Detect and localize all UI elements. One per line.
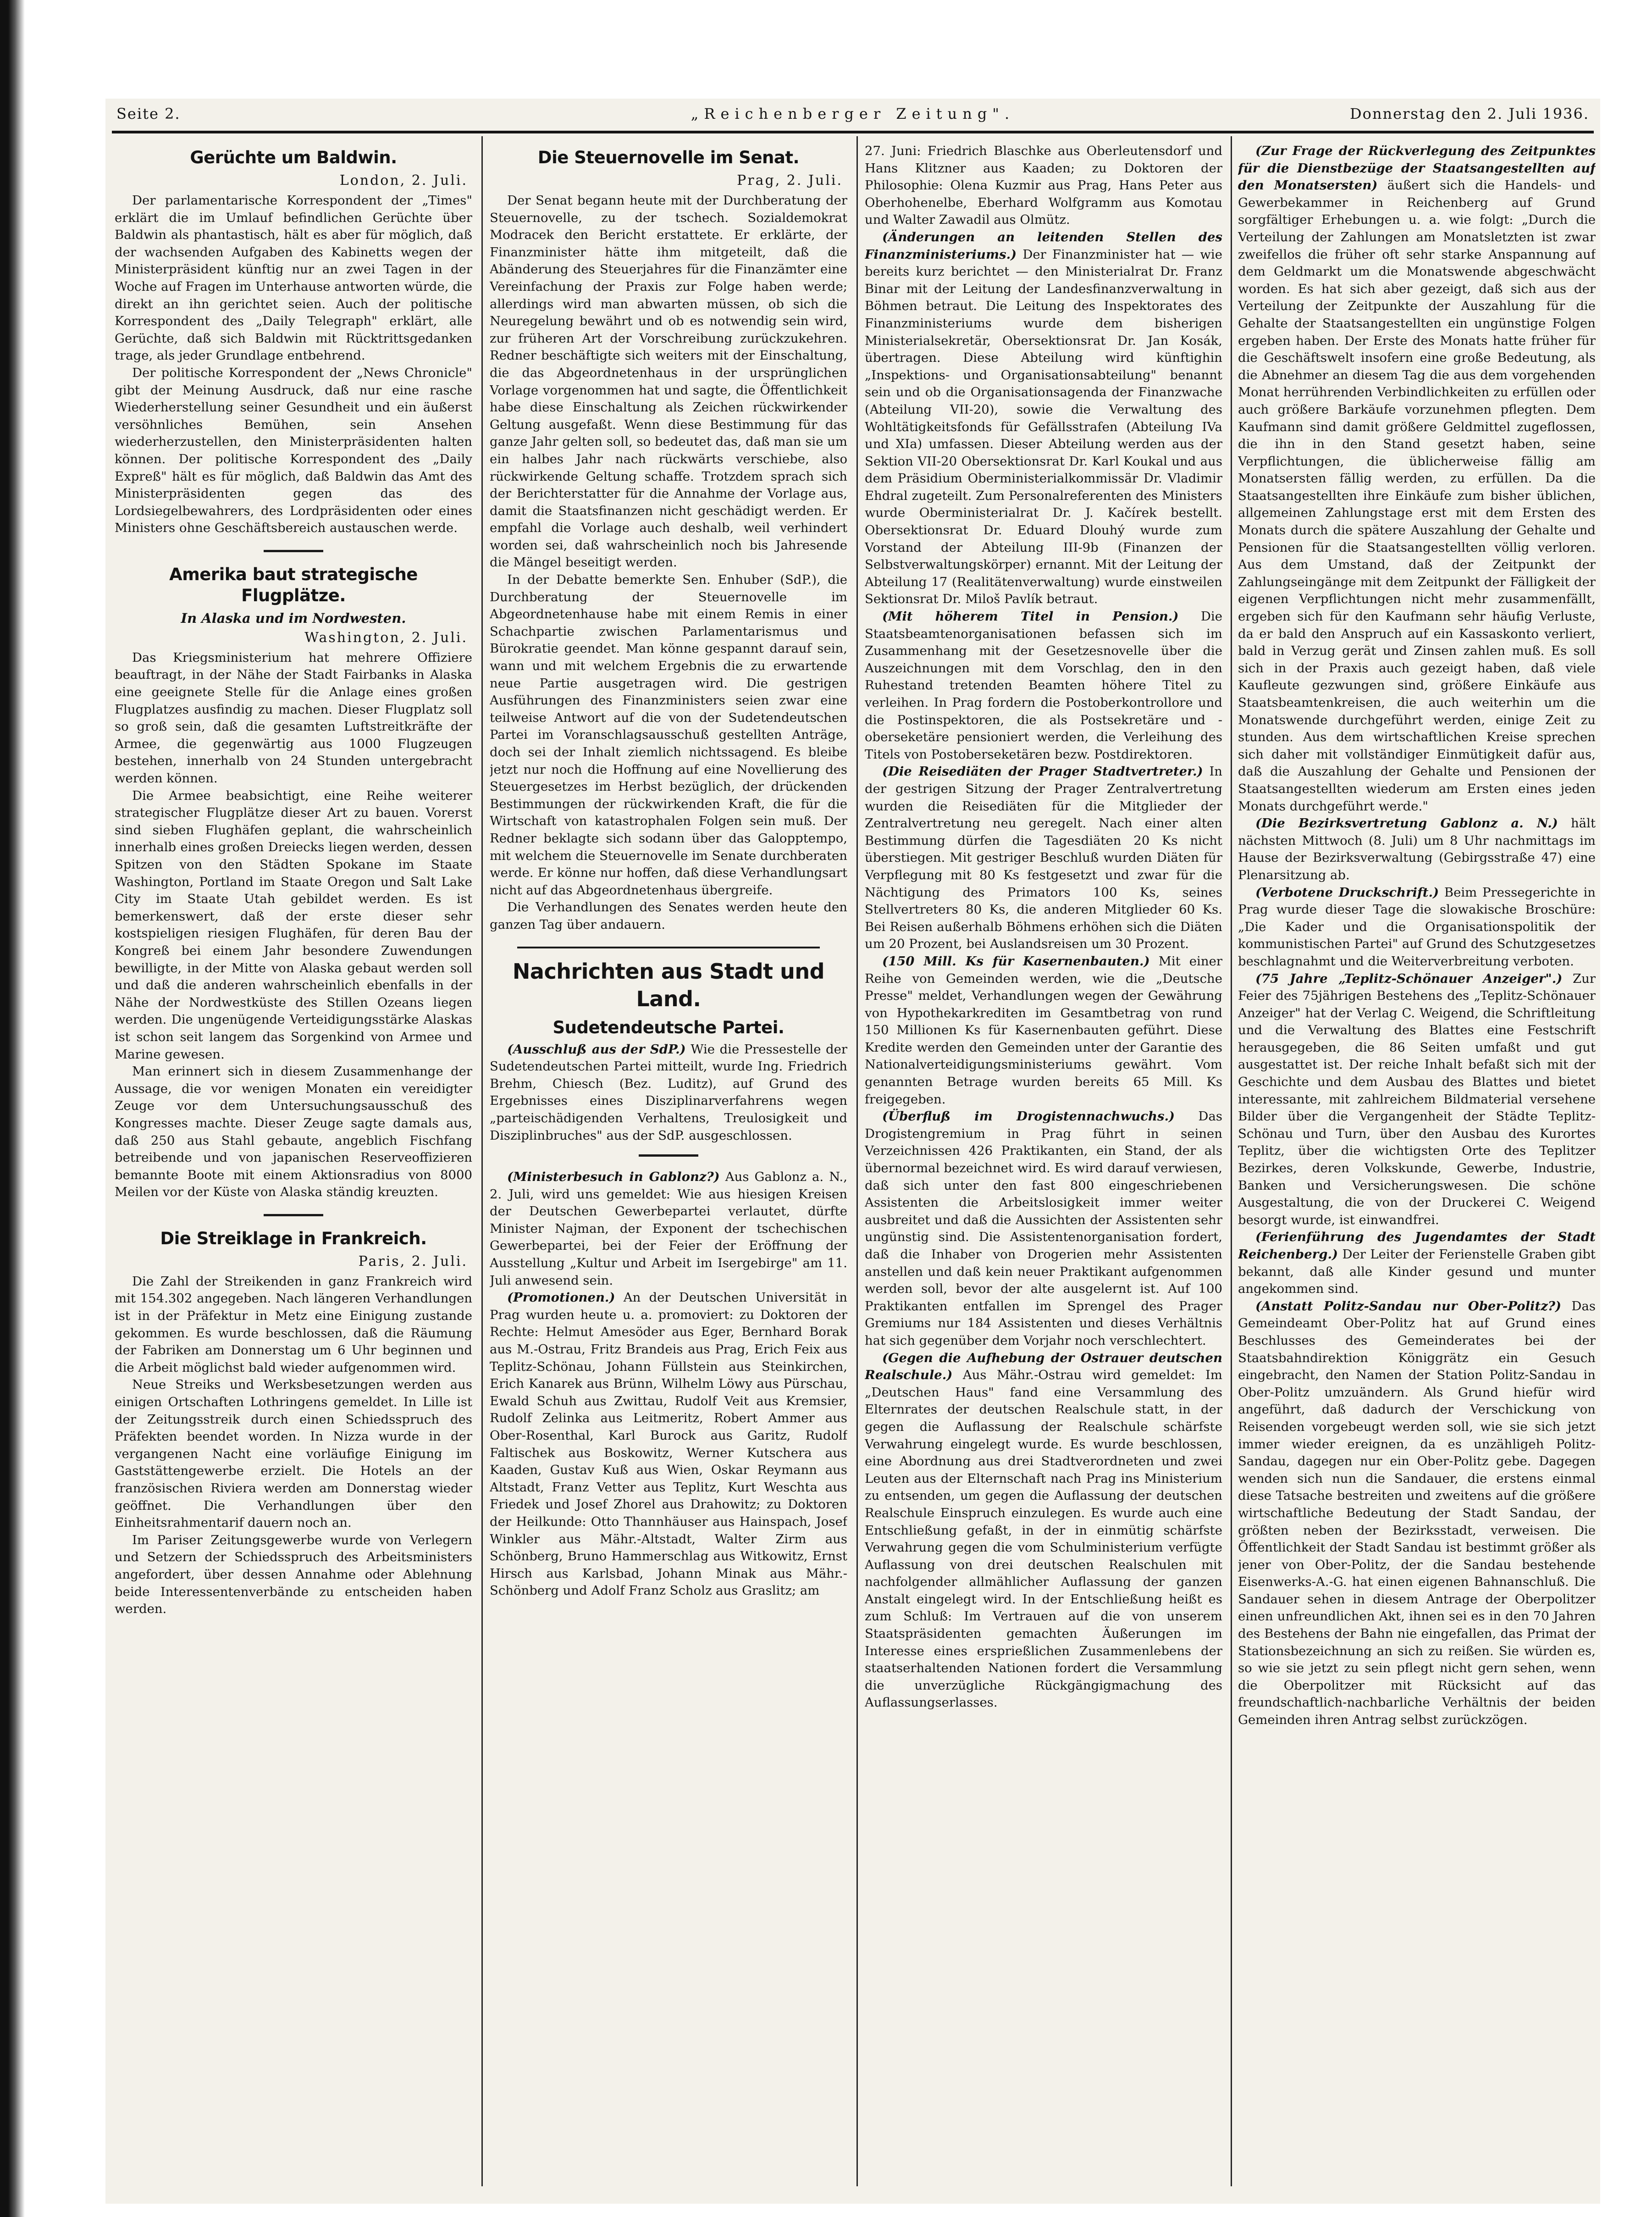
- header-rule: [112, 131, 1594, 133]
- subheadline: In Alaska und im Nordwesten.: [181, 610, 406, 626]
- column-4: [1238, 143, 1596, 2188]
- page-number: Seite 2.: [116, 105, 181, 122]
- column-rule: [856, 136, 858, 2186]
- item-lead: (Die Reisediäten der Prager Stadtvertreter.): [882, 764, 1203, 779]
- article-airfields: [115, 564, 472, 1201]
- news-item: [1238, 1298, 1596, 1729]
- headline: Gerüchte um Baldwin.: [190, 148, 397, 167]
- column-1: [115, 143, 472, 2188]
- local-news-continued: [865, 143, 1222, 1712]
- news-item: [1238, 970, 1596, 1229]
- dateline: London, 2. Juli.: [339, 172, 468, 188]
- news-item: [865, 953, 1222, 1108]
- item-text: Mit einer Reihe von Gemeinden werden, wie die „Deutsche Presse" meldet, Verhandlungen wegen der Gewährung von Hypothekarkrediten im Gesamtbetrag von rund 150 Millionen Ks für Kasernenbauten geführt. Diese Kredite werden den Gemeinden unter der Garantie des Nationalverteidigungsministeriums gewährt. Vom genannten Betrage wurden bereits 65 Mill. Ks freigegeben.: [865, 953, 1222, 1107]
- paragraph: Der politische Korrespondent der „News Chronicle" gibt der Meinung Ausdruck, daß nur eine rasche Wiederherstellung seiner Gesundheit und ein äußerst versöhnliches Bemühen, sein Ansehen wiederherzustellen, den Ministerpräsidenten halten können. Der politische Korrespondent des „Daily Expreß" hält es für möglich, daß Baldwin das Amt des Ministerpräsidenten gegen das des Lordsiegelbewahrers, des Lordpräsidenten oder eines Ministers ohne Geschäftsbereich austauschen werde.: [115, 365, 472, 536]
- paragraph: Man erinnert sich in diesem Zusammenhange der Aussage, die vor wenigen Monaten ein vereidigter Zeuge vor dem Untersuchungsausschuß des Kongresses machte. Dieser Zeuge sagte damals aus, daß 250 aus Stahl gebaute, angeblich Fischfang betreibende und von japanischen Reserveoffizieren bemannte Boote mit einem Aktionsradius von 8000 Meilen vor der Küste von Alaska ständig kreuzten.: [115, 1064, 472, 1200]
- item-text: Aus Gablonz a. N., 2. Juli, wird uns gemeldet: Wie aus hiesigen Kreisen der Deutschen Gewerbepartei verlautet, dürfte Minister Najman, der Exponent der tschechischen Gewerbepartei, bei der Feier der Eröffnung der Ausstellung „Kultur und Arbeit im Isergebirge" am 11. Juli anwesend sein.: [490, 1169, 847, 1288]
- column-2: [490, 143, 847, 2188]
- section-rule: [517, 947, 820, 948]
- paragraph: Die Armee beabsichtigt, eine Reihe weiterer strategischer Flugplätze dieser Art zu bauen. Vorerst sind sieben Flughäfen geplant, die wahrscheinlich innerhalb eines großen Dreiecks liegen werden, dessen Spitzen von den Städten Spokane im Staate Washington, Portland im Staate Oregon und Salt Lake City im Staate Utah gebildet werden. Es ist bemerkenswert, daß der erste dieser sehr kostspieligen riesigen Flughäfen, für deren Bau der Kongreß bei einem Jahr besondere Zuwendungen bewilligte, in der Mitte von Alaska gebaut werden soll und daß die anderen wahrscheinlich ebenfalls in der Nähe der Nordwestküste des Stillen Ozeans liegen werden. Die ungenügende Verteidigungsstärke Alaskas ist schon seit langem das Sorgenkind von Armee und Marine gewesen.: [115, 788, 472, 1062]
- item-lead: (Überfluß im Drogistennachwuchs.): [882, 1109, 1175, 1124]
- section-local-news: [490, 958, 847, 1600]
- issue-date: Donnerstag den 2. Juli 1936.: [1350, 105, 1589, 122]
- item-lead: (150 Mill. Ks für Kasernenbauten.): [882, 953, 1150, 969]
- item-text: Wie die Pressestelle der Sudetendeutschen Partei mitteilt, wurde Ing. Friedrich Brehm, Chiesch (Bez. Luditz), auf Grund des Ergebnisses eines Disziplinarverfahrens wegen „parteischädigenden Verhaltens, Treulosigkeit und Disziplinbruches" aus der SdP. ausgeschlossen.: [490, 1042, 847, 1143]
- item-lead: (Ausschluß aus der SdP.): [507, 1042, 686, 1057]
- scan-border: [0, 0, 25, 2217]
- paragraph: 27. Juni: Friedrich Blaschke aus Oberleutensdorf und Hans Klitzner aus Kaaden; zu Doktoren der Philosophie: Olena Kuzmir aus Prag, Hans Peter aus Oberhohenelbe, Eberhard Wolfgramm aus Komotau und Walter Zawadil aus Olmütz.: [865, 144, 1222, 227]
- page-header: [105, 99, 1600, 129]
- newspaper-title: „Reichenberger Zeitung".: [691, 105, 1015, 122]
- item-text: Zur Feier des 75jährigen Bestehens des „Teplitz-Schönauer Anzeiger" hat der Verlag C. Weigend, die Schriftleitung und die Verwaltung des Blattes eine Festschrift herausgegeben, die 86 Seiten umfaßt und gut ausgestattet ist. Der reiche Inhalt befaßt sich mit der Geschichte und dem Ausbau des Blattes und bietet interessante, mit zahlreichem Bildmaterial versehene Bilder über die Vergangenheit der Städte Teplitz-Schönau und Turn, über den Ausbau des Kurortes Teplitz, über die wichtigsten Orte des Teplitzer Bezirkes, deren Volkskunde, Gewerbe, Industrie, Banken und Versicherungswesen. Die schöne Ausgestaltung, die von der Druckerei C. Weigend besorgt wurde, ist einwandfrei.: [1238, 971, 1596, 1227]
- local-news-column-4: [1238, 143, 1596, 1729]
- paragraph: Der parlamentarische Korrespondent der „Times" erklärt die im Umlauf befindlichen Gerüchte über Baldwin als phantastisch, hält es aber für möglich, daß der wachsenden Aufgaben des Kabinetts wegen der Ministerpräsident künftig nur an zwei Tagen in der Woche auf Fragen im Unterhause antworten würde, die direkt an ihn gerichtet seien. Auch der politische Korrespondent des „Daily Telegraph" erklärt, alle Gerüchte, daß sich Baldwin mit Rücktrittsgedanken trage, als jeder Grundlage entbehrend.: [115, 193, 472, 363]
- paragraph: Die Verhandlungen des Senates werden heute den ganzen Tag über andauern.: [490, 900, 847, 932]
- item-lead: (Ferienführung des Jugendamtes der Stadt Reichenberg.): [1238, 1230, 1596, 1262]
- column-3: [865, 143, 1222, 2188]
- news-item: [1238, 1229, 1596, 1297]
- headline: Amerika baut strategische Flugplätze.: [169, 564, 418, 605]
- paragraph: Der Senat begann heute mit der Durchberatung der Steuernovelle, zu der tschech. Sozialdemokrat Modracek den Bericht erstattete. Er erklärte, der Finanzminister hätte ihm mitgeteilt, daß die Abänderung des Steuerjahres für die Finanzämter eine Vereinfachung der Praxis zur Folge haben werde; allerdings wird man abwarten müssen, ob sich die Neuregelung bewährt und ob es notwendig sein wird, zur früheren Art der Vorschreibung zurückzukehren. Redner beschäftigte sich weiters mit der Einschaltung, die das Abgeordnetenhaus in der ursprünglichen Vorlage vorgenommen hat und sagte, die Öffentlichkeit habe diese Einschaltung als Zeichen rückwirkender Geltung ausgefaßt. Wenn diese Bestimmung für das ganze Jahr gelten soll, so bedeutet das, daß man sie um ein halbes Jahr nach rückwärts verschiebe, also rückwirkende Geltung schaffe. Trotzdem sprach sich der Berichterstatter für die Annahme der Vorlage aus, damit die Staatsfinanzen nicht geschädigt werden. Er empfahl die Vorlage auch deshalb, weil verhindert worden sei, daß wahrscheinlich noch bis Jahresende die Mängel beseitigt werden.: [490, 193, 847, 570]
- paragraph: Die Zahl der Streikenden in ganz Frankreich wird mit 154.302 angegeben. Nach längeren Verhandlungen ist in der Präfektur in Metz eine Einigung zustande gekommen. Es wurde beschlossen, daß die Räumung der Fabriken am Donnerstag um 6 Uhr beginnen und die Arbeit möglichst bald wieder aufgenommen wird.: [115, 1274, 472, 1375]
- item-text: äußert sich die Handels- und Gewerbekammer in Reichenberg auf Grund sorgfältiger Erhebungen u. a. wie folgt: „Durch die Verteilung der Zahlungen am Monatsletzten ist zwar zweifellos die früher oft sehr starke Anspannung auf dem Geldmarkt um die Monatswende abgeschwächt worden. Es hat sich aber gezeigt, daß sich aus der Verteilung der Zeitpunkte der Auszahlung für die Gehalte der Staatsangestellten ein ungünstige Folgen ergeben haben. Der Erste des Monats hatte früher für die Geschäftswelt insofern eine große Bedeutung, als die Abnehmer an diesem Tag die aus dem vorgehenden Monat herrührenden Verbindlichkeiten zu erfüllen oder auch größere Barkäufe vorzunehmen pflegten. Dem Kaufmann sind damit größere Geldmittel zugeflossen, die ihn in den Stand gesetzt haben, seine Verpflichtungen, die üblicherweise fällig am Monatsersten fällig werden, zu erfüllen. Da die Staatsangestellten ihre Einkäufe zum bisher üblichen, allgemeinen Zahlungstage erst mit dem Ersten des Monats durch die spätere Auszahlung der Gehalte und Pensionen für die Staatsangestellten völlig verloren. Aus dem Umstand, daß der Zeitpunkt der Zahlungseingänge mit dem Zeitpunkt der Fälligkeit der eigenen Verpflichtungen nicht mehr zusammenfällt, ergeben sich für den Kaufmann sehr häufig Verluste, da er bald den Anspruch auf ein Kassaskonto verliert, bald in Verzug gerät und Zinsen zahlen muß. Es soll sich in der Praxis auch gezeigt haben, daß viele Kaufleute gezwungen sind, größere Einkäufe aus Staatsbeamtenkreisen, die auch weiterhin um die Monatswende durchgeführt werden, einige Zeit zu stunden. Aus dem wirtschaftlichen Kreise sprechen sich daher mit vollständiger Einmütigkeit dafür aus, daß die Auszahlung der Gehalte und Pensionen der Staatsangestellten wiederum am Ersten eines jeden Monats durchgeführt werde.": [1238, 178, 1596, 814]
- paragraph: Neue Streiks und Werksbesetzungen werden aus einigen Ortschaften Lothringens gemeldet. In Lille ist der Zeitungsstreik durch einen Schiedsspruch des Präfekten beendet worden. In Nizza wurde in der vergangenen Nacht eine vorläufige Einigung im Gaststättengewerbe erzielt. Die Hotels an der französischen Riviera werden am Donnerstag wieder geöffnet. Die Verhandlungen über den Einheitsrahmentarif dauern noch an.: [115, 1377, 472, 1530]
- news-item: [865, 229, 1222, 608]
- paragraph: In der Debatte bemerkte Sen. Enhuber (SdP.), die Durchberatung der Steuernovelle im Abgeordnetenhause habe mit einem Remis in einer Schachpartie zwischen Parlamentarismus und Bürokratie geendet. Man könne gespannt darauf sein, wann und mit welchem Ergebnis die zu erwartende neue Partie ausgetragen wird. Die gestrigen Ausführungen des Finanzministers seien zwar eine teilweise Antwort auf die von der Sudetendeutschen Partei im Voranschlagsausschuß gestellten Anträge, doch sei der Inhalt ziemlich nichtssagend. Es bleibe jetzt nur noch die Hoffnung auf eine Novellierung des Steuergesetzes im Herbst bezüglich, der drückenden Bestimmungen der rückwirkenden Kraft, die für die Wirtschaft von katastrophalen Folgen sein muß. Der Redner beklagte sich sodann über das Galopptempo, mit welchem die Steuernovelle im Senate durchberaten werde. Er könne nur hoffen, daß diese Verhandlungsart nicht auf das Abgeordnetenhaus übergreife.: [490, 572, 847, 898]
- item-text: Der Finanzminister hat — wie bereits kurz berichtet — den Ministerialrat Dr. Franz Binar mit der Leitung der Landesfinanzverwaltung in Böhmen betraut. Die Leitung des Inspektorates des Finanzministeriums wurde dem bisherigen Ministerialsekretär, Obersektionsrat Dr. Jan Kosák, übertragen. Diese Abteilung wird künftighin „Inspektions- und Organisationsabteilung" benannt sein und ob die Organisationsagenda der Finanzwache (Abteilung VII-20), sowie die Verwaltung des Wohltätigkeitsfonds für Gefällsstrafen (Abteilung IVa und XIa) umfassen. Dieser Abteilung werden aus der Sektion VII-20 Obersektionsrat Dr. Karl Koukal und aus dem Präsidium Oberministerialkommissär Dr. Vladimir Ehdral zugeteilt. Zum Personalreferenten des Ministers wurde Oberministerialrat Dr. J. Kačírek bestellt. Obersektionsrat Dr. Eduard Dlouhý wurde zum Vorstand der Abteilung III-9b (Finanzen der Selbstverwaltungskörper) ernannt. Mit der Leitung der Abteilung 17 (Realitätenverwaltung) wurde einstweilen Sektionsrat Dr. Miloš Pavlík betraut.: [865, 247, 1222, 607]
- item-text: Das Gemeindeamt Ober-Politz hat auf Grund eines Beschlusses des Gemeinderates bei der Staatsbahndirektion Königgrätz ein Gesuch eingebracht, den Namen der Station Politz-Sandau in Ober-Politz umzuändern. Als Grund hiefür wird angeführt, daß dadurch der Verschickung von Reisenden vorgebeugt werden soll, wie sie sich jetzt immer wieder ereignen, da es unzähligeh Politz-Sandau, dagegen nur ein Ober-Politz gebe. Dagegen wenden sich nun die Sandauer, die erstens einmal diese Tatsache bestreiten und zweitens auf die größere wirtschaftliche Bedeutung der Stadt Sandau, der größten neben der Bezirksstadt, verweisen. Die Öffentlichkeit der Stadt Sandau ist bestimmt größer als jener von Ober-Politz, der die Sandau bestehende Eisenwerks-A.-G. hat einen eigenen Bahnanschluß. Die Sandauer sehen in diesem Antrage der Oberpolitzer einen unfreundlichen Akt, ihnen sei es in den 70 Jahren des Bestehens der Bahn nie eingefallen, das Primat der Stationsbezeichnung an sich zu reißen. Sie würden es, so wie sie jetzt zu sein pflegt nicht gern sehen, wenn die Oberpolitzer mit Rücksicht auf das freundschaftlich-nachbarliche Verhältnis der beiden Gemeinden ihren Antrag selbst zurückzögen.: [1238, 1298, 1596, 1728]
- news-item: [1238, 143, 1596, 815]
- item-lead: (Ministerbesuch in Gablonz?): [507, 1169, 720, 1185]
- headline: Die Streiklage in Frankreich.: [160, 1228, 427, 1248]
- item-lead: (Promotionen.): [507, 1290, 615, 1305]
- item-text: In der gestrigen Sitzung der Prager Zentralvertretung wurden die Reisediäten für die Mitglieder der Zentralvertretung neu geregelt. Nach einer alten Bestimmung dürfen die Tagesdiäten 20 Ks nicht überstiegen. Mit gestriger Beschluß wurden Diäten für Verpflegung mit 80 Ks festgesetzt und zwar für die Nächtigung des Primators 100 Ks, seines Stellvertreters 80 Ks, die anderen Mitglieder 60 Ks. Bei Reisen außerhalb Böhmens erhöhen sich die Diäten um 20 Prozent, bei Auslandsreisen um 30 Prozent.: [865, 764, 1222, 952]
- separator: [264, 550, 323, 552]
- dateline: Prag, 2. Juli.: [737, 172, 843, 188]
- item-text: Das Drogistengremium in Prag führt in seinen Verzeichnissen 426 Praktikanten, ein Stand, der als übernormal bezeichnet wird. Es wird darauf verwiesen, daß sich unter den fast 800 eingeschriebenen Assistenten die Arbeitslosigkeit immer weiter ausbreitet und daß die Aussichten der Assistenten sehr ungünstig sind. Die Assistentenorganisation fordert, daß die Inhaber von Drogerien mehr Assistenten anstellen und daß kein neuer Praktikant aufgenommen werden soll, bevor der alte ausgelernt ist. Auf 100 Praktikanten entfallen im Sprengel des Prager Gremiums nur 184 Assistenten und dieses Verhältnis hat sich gegenüber dem Vorjahr noch verschlechtert.: [865, 1109, 1222, 1348]
- column-rule: [1231, 136, 1232, 2186]
- item-lead: (Gegen die Aufhebung der Ostrauer deutschen Realschule.): [865, 1350, 1222, 1383]
- item-text: Aus Mähr.-Ostrau wird gemeldet: Im „Deutschen Haus" fand eine Versammlung des Elternrates der deutschen Realschule statt, in der gegen die Auflassung der Realschule schärfste Verwahrung eingelegt wurde. Es wurde beschlossen, eine Abordnung aus drei Stadtverordneten und zwei Leuten aus der Elternschaft nach Prag ins Ministerium zu entsenden, um gegen die Auflassung der deutschen Realschule Einspruch einzulegen. Es wurde auch eine Entschließung gefaßt, in der in einmütig schärfste Verwahrung gegen die vom Schulministerium verfügte Auflassung von drei deutschen Realschulen mit nachfolgender allmählicher Auflassung der ganzen Anstalt eingelegt wird. In der Entschließung heißt es zum Schluß: Im Vertrauen auf die von unserem Staatspräsidenten gemachten Äußerungen im Interesse eines ersprießlichen Zusammenlebens der staatserhaltenden Nationen fordert die Versammlung die unverzügliche Rückgängigmachung des Auflassungserlasses.: [865, 1368, 1222, 1710]
- paragraph: Im Pariser Zeitungsgewerbe wurde von Verlegern und Setzern der Schiedsspruch des Arbeitsministers angefordert, über dessen Annahme oder Ablehnung beide Interessentenverbände zu entscheiden haben werden.: [115, 1532, 472, 1617]
- headline: Die Steuernovelle im Senat.: [537, 148, 800, 167]
- item-text: Der Leiter der Ferienstelle Graben gibt bekannt, daß alle Kinder gesund und munter angekommen sind.: [1238, 1247, 1596, 1297]
- news-item: [865, 1350, 1222, 1712]
- dateline: Paris, 2. Juli.: [358, 1253, 468, 1269]
- item-text: An der Deutschen Universität in Prag wurden heute u. a. promoviert: zu Doktoren der Rechte: Helmut Amesöder aus Eger, Bernhard Borak aus M.-Ostrau, Fritz Brandeis aus Prag, Erich Feix aus Teplitz-Schönau, Johann Füllstein aus Steinkirchen, Erich Kanarek aus Brünn, Wilhelm Löwy aus Pürschau, Ewald Schuh aus Zwittau, Rudolf Veit aus Kremsier, Rudolf Zelinka aus Leitmeritz, Robert Ammer aus Ober-Rosenthal, Karl Burock aus Garitz, Rudolf Faltischek aus Boskowitz, Werner Kutschera aus Kaaden, Gustav Kuß aus Wien, Oskar Reymann aus Altstadt, Franz Vetter aus Teplitz, Kurt Weschta aus Friedek und Josef Zhorel aus Drahowitz; zu Doktoren der Heilkunde: Otto Thannhäuser aus Hainspach, Josef Winkler aus Mähr.-Altstadt, Walter Zirm aus Schönberg, Bruno Hammerschlag aus Witkowitz, Ernst Hirsch aus Karlsbad, Johann Minak aus Mähr.-Schönberg und Adolf Franz Scholz aus Graslitz; am: [490, 1290, 847, 1598]
- dateline: Washington, 2. Juli.: [304, 629, 468, 646]
- news-item: [490, 1041, 847, 1145]
- column-rule: [481, 136, 483, 2186]
- news-item: [1238, 884, 1596, 970]
- news-item: [490, 1289, 847, 1600]
- section-headline: Nachrichten aus Stadt und Land.: [512, 959, 825, 1011]
- item-text: Die Staatsbeamtenorganisationen befassen sich im Zusammenhang mit der Gesetzesnovelle über die Auszeichnungen mit dem Vorschlag, den in den Ruhestand tretenden Beamten höhere Titel zu verleihen. In Prag fordern die Postoberkontrollore und die Postinspektoren, die als Postsekretäre und -oberseketäre pensioniert werden, die Verleihung des Titels von Postoberseketären bezw. Postdirektoren.: [865, 609, 1222, 762]
- news-item: [865, 1108, 1222, 1349]
- separator: [264, 1214, 323, 1216]
- article-strikes-france: [115, 1228, 472, 1618]
- news-item: [490, 1169, 847, 1289]
- news-item: [1238, 815, 1596, 884]
- item-lead: (75 Jahre „Teplitz-Schönauer Anzeiger".): [1255, 971, 1563, 986]
- newspaper-page: [105, 99, 1600, 2204]
- item-lead: (Änderungen an leitenden Stellen des Finanzministeriums.): [865, 229, 1222, 262]
- item-text: Beim Pressegerichte in Prag wurde dieser Tage die slowakische Broschüre: „Die Kader und die Organisationspolitik der kommunistischen Partei" auf Grund des Schutzgesetzes beschlagnahmt und die Weiterverbreitung verboten.: [1238, 885, 1596, 969]
- separator: [639, 1154, 698, 1157]
- item-lead: (Anstatt Politz-Sandau nur Ober-Politz?): [1255, 1298, 1561, 1314]
- news-item: [865, 763, 1222, 953]
- paragraph: Das Kriegsministerium hat mehrere Offiziere beauftragt, in der Nähe der Stadt Fairbanks in Alaska eine geeignete Stelle für die Anlage eines großen Flugplatzes ausfindig zu machen. Dieser Flugplatz soll so groß sein, daß die gesamten Luftstreitkräfte der Armee, die gegenwärtig aus 1000 Flugzeugen bestehen, innerhalb von 24 Stunden untergebracht werden können.: [115, 650, 472, 786]
- item-text: hält nächsten Mittwoch (8. Juli) um 8 Uhr nachmittags im Hause der Bezirksverwaltung (Gebirgsstraße 47) eine Plenarsitzung ab.: [1238, 816, 1596, 882]
- article-tax-senate: [490, 147, 847, 934]
- item-lead: (Verbotene Druckschrift.): [1255, 885, 1439, 900]
- subsection-headline: Sudetendeutsche Partei.: [553, 1017, 785, 1037]
- item-lead: (Mit höherem Titel in Pension.): [882, 609, 1179, 624]
- news-item: [865, 608, 1222, 763]
- item-lead: (Zur Frage der Rückverlegung des Zeitpunktes für die Dienstbezüge der Staatsangestellten auf den Monatsersten): [1238, 144, 1596, 193]
- item-lead: (Die Bezirksvertretung Gablonz a. N.): [1255, 816, 1558, 831]
- article-baldwin: [115, 147, 472, 537]
